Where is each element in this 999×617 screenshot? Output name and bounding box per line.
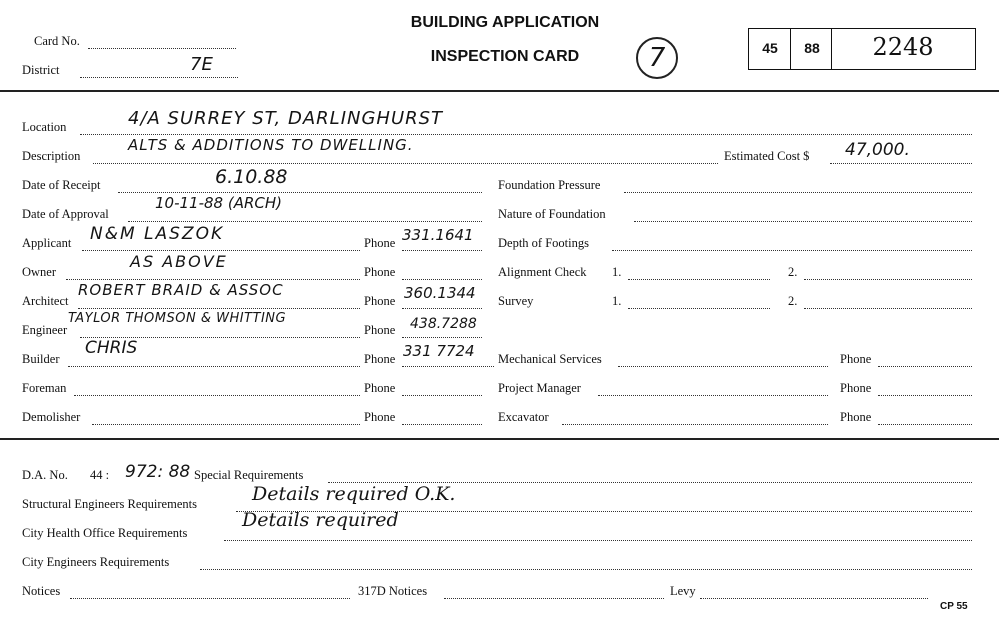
mechanical-phone-label: Phone <box>840 352 872 366</box>
317d-notices-label: 317D Notices <box>358 584 428 598</box>
builder-value: CHRIS <box>85 338 138 358</box>
excavator-phone-label: Phone <box>840 410 872 424</box>
district-value: 7E <box>190 54 213 75</box>
demolisher-label: Demolisher <box>22 410 81 424</box>
description-label: Description <box>22 149 81 163</box>
alignment-2-label: 2. <box>788 265 798 279</box>
location-label: Location <box>22 120 67 134</box>
district-label: District <box>22 63 60 77</box>
foreman-label: Foreman <box>22 381 67 395</box>
architect-value: ROBERT BRAID & ASSOC <box>78 281 284 299</box>
survey-1-label: 1. <box>612 294 622 308</box>
owner-phone-label: Phone <box>364 265 396 279</box>
file-box-3: 2248 <box>872 33 934 61</box>
foreman-phone-label: Phone <box>364 381 396 395</box>
architect-phone-label: Phone <box>364 294 396 308</box>
demolisher-phone-label: Phone <box>364 410 396 424</box>
estimated-cost-label: Estimated Cost $ <box>724 149 810 163</box>
circled-number: 7 <box>636 37 678 79</box>
card-title: BUILDING APPLICATION <box>410 14 600 31</box>
depth-footings-label: Depth of Footings <box>498 236 589 250</box>
engineer-value: TAYLOR THOMSON & WHITTING <box>68 311 287 326</box>
form-code: CP 55 <box>940 601 968 612</box>
builder-label: Builder <box>22 352 60 366</box>
applicant-value: N&M LASZOK <box>90 224 225 244</box>
date-approval-value: 10-11-88 (ARCH) <box>155 194 282 212</box>
da-no-value: 972: 88 <box>125 462 191 482</box>
mechanical-services-label: Mechanical Services <box>498 352 602 366</box>
da-prefix: 44 : <box>90 468 110 482</box>
engineer-phone-value: 438.7288 <box>410 316 477 332</box>
alignment-1-label: 1. <box>612 265 622 279</box>
levy-label: Levy <box>670 584 696 598</box>
city-engineers-label: City Engineers Requirements <box>22 555 170 569</box>
architect-phone-value: 360.1344 <box>404 284 476 302</box>
description-value: ALTS & ADDITIONS TO DWELLING. <box>128 136 414 154</box>
engineer-phone-label: Phone <box>364 323 396 337</box>
date-receipt-value: 6.10.88 <box>215 166 288 188</box>
architect-label: Architect <box>22 294 69 308</box>
health-requirements-label: City Health Office Requirements <box>22 526 188 540</box>
structural-requirements-value: Details required O.K. <box>252 483 456 505</box>
applicant-label: Applicant <box>22 236 72 250</box>
alignment-check-label: Alignment Check <box>498 265 587 279</box>
da-no-label: D.A. No. <box>22 468 68 482</box>
excavator-label: Excavator <box>498 410 549 424</box>
location-value: 4/A SURREY ST, DARLINGHURST <box>128 108 444 129</box>
card-subtitle: INSPECTION CARD <box>430 48 580 65</box>
builder-phone-label: Phone <box>364 352 396 366</box>
special-requirements-label: Special Requirements <box>194 468 304 482</box>
builder-phone-value: 331 7724 <box>403 342 475 360</box>
date-receipt-label: Date of Receipt <box>22 178 101 192</box>
project-manager-phone-label: Phone <box>840 381 872 395</box>
survey-2-label: 2. <box>788 294 798 308</box>
owner-value: AS ABOVE <box>130 252 228 271</box>
file-box-2: 88 <box>804 40 820 56</box>
health-requirements-value: Details required <box>242 509 399 531</box>
engineer-label: Engineer <box>22 323 68 337</box>
owner-label: Owner <box>22 265 57 279</box>
nature-foundation-label: Nature of Foundation <box>498 207 606 221</box>
applicant-phone-label: Phone <box>364 236 396 250</box>
project-manager-label: Project Manager <box>498 381 581 395</box>
notices-label: Notices <box>22 584 61 598</box>
date-approval-label: Date of Approval <box>22 207 109 221</box>
card-no-label: Card No. <box>34 34 80 48</box>
applicant-phone-value: 331.1641 <box>402 226 474 244</box>
structural-requirements-label: Structural Engineers Requirements <box>22 497 197 511</box>
survey-label: Survey <box>498 294 534 308</box>
estimated-cost-value: 47,000. <box>845 140 910 160</box>
file-box-1: 45 <box>762 40 778 56</box>
foundation-pressure-label: Foundation Pressure <box>498 178 601 192</box>
